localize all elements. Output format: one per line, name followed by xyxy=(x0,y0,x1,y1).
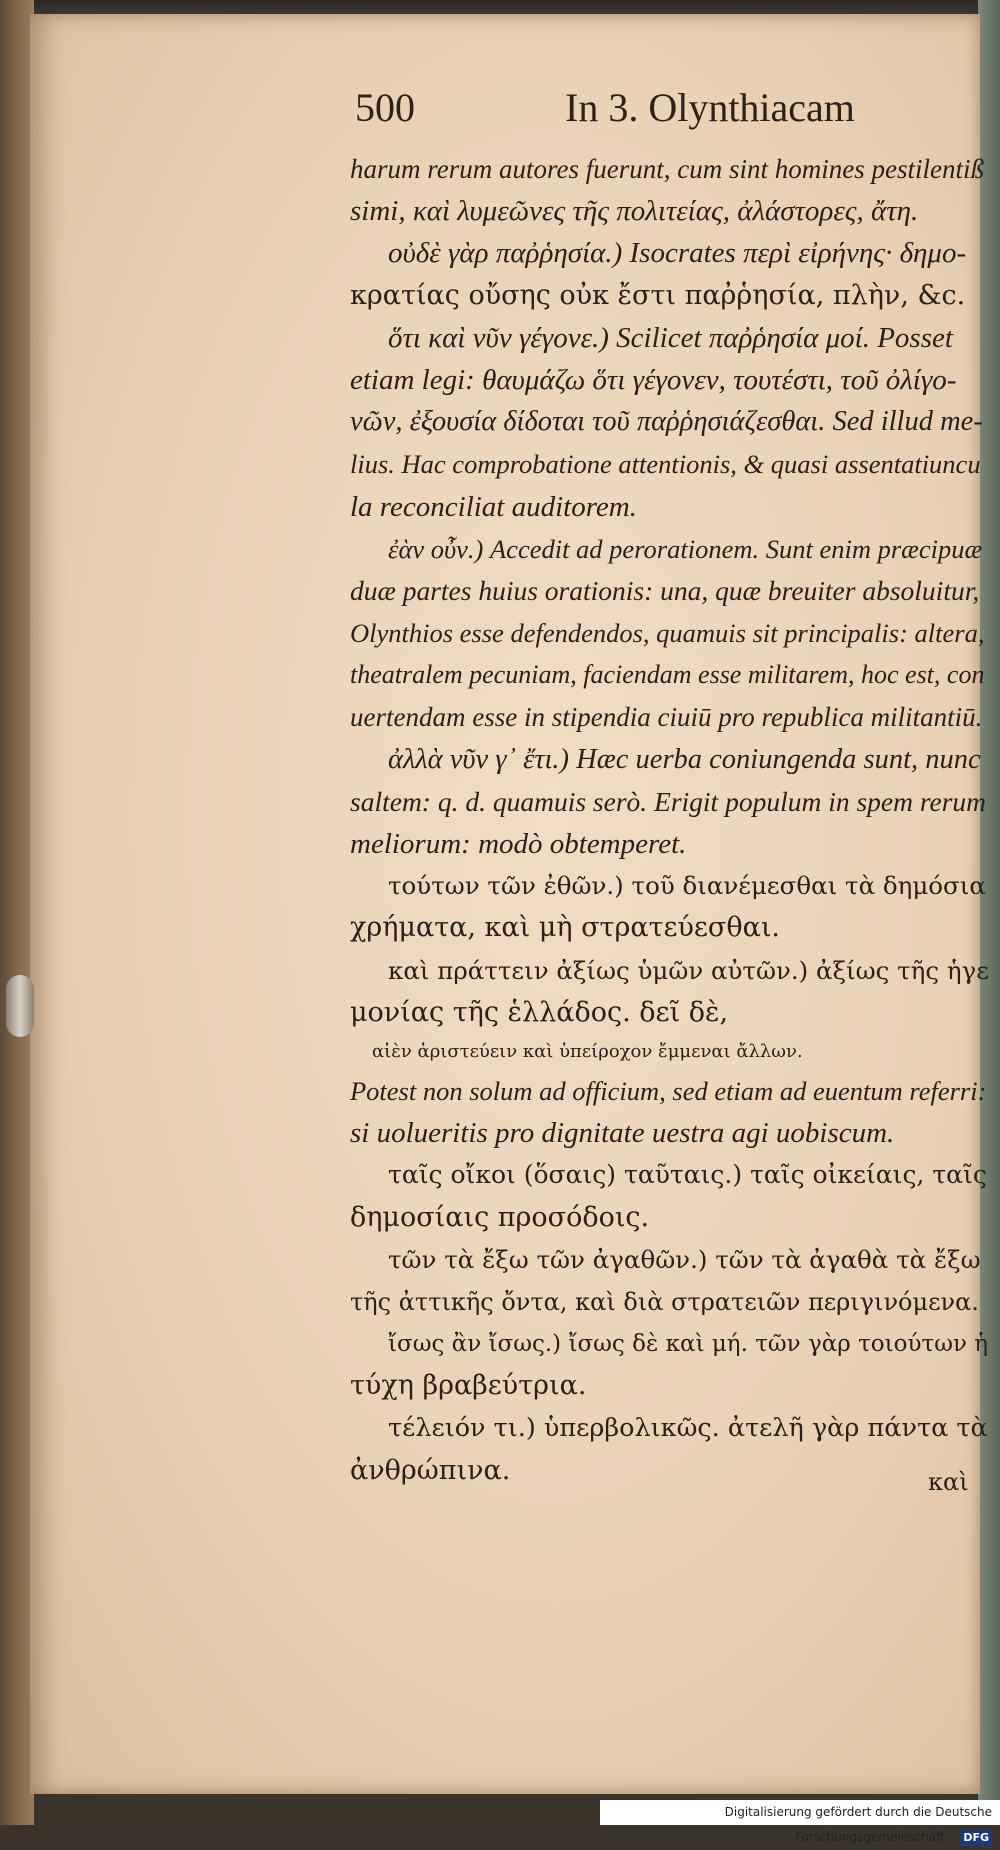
text-line: ταῖς οἴκοι (ὅσαις) ταῦταις.) ταῖς οἰκείαις, ταῖς xyxy=(388,1160,987,1190)
text-line: τέλειόν τι.) ὑπερβολικῶς. ἀτελῆ γὰρ πάντα τὰ xyxy=(388,1413,988,1444)
page-header xyxy=(355,84,895,134)
text-line: meliorum: modò obtemperet. xyxy=(350,828,687,860)
text-line: simi, καὶ λυμεῶνες τῆς πολιτείας, ἀλάστορες, ἄτη. xyxy=(350,195,919,228)
folio-number: 500 xyxy=(355,85,415,130)
text-line: ἴσως ἂν ἴσως.) ἴσως δὲ καὶ μή. τῶν γὰρ τοιούτων ἡ xyxy=(388,1331,989,1358)
text-line: saltem: q. d. quamuis serò. Erigit populum in spem rerum xyxy=(350,785,987,817)
text-line: uertendam esse in stipendia ciuiū pro republica militantiū. xyxy=(350,702,983,733)
running-title: In 3. Olynthiacam xyxy=(565,85,855,130)
book-clasp xyxy=(6,975,34,1037)
body-text xyxy=(350,148,990,1492)
text-line: χρήματα, καὶ μὴ στρατεύεσθαι. xyxy=(350,912,780,944)
text-line: αἰὲν ἀριστεύειν καὶ ὑπείροχον ἔμμεναι ἄλλων. xyxy=(372,1040,803,1062)
text-line: duæ partes huius orationis: una, quæ breuiter absoluitur, xyxy=(350,574,980,606)
text-line: lius. Hac comprobatione attentionis, & quasi assentatiuncu xyxy=(350,449,981,480)
text-line: οὐδὲ γὰρ παῤῥησία.) Isocrates περὶ εἰρήνης· δημο- xyxy=(388,237,967,270)
catchword: καὶ xyxy=(928,1468,969,1496)
text-line: la reconciliat auditorem. xyxy=(350,490,637,523)
text-line: δημοσίαις προσόδοις. xyxy=(350,1201,650,1233)
text-line: τούτων τῶν ἐθῶν.) τοῦ διανέμεσθαι τὰ δημόσια xyxy=(388,871,986,901)
text-line: si uolueritis pro dignitate uestra agi uobiscum. xyxy=(350,1117,895,1150)
text-line: καὶ πράττειν ἀξίως ὑμῶν αὐτῶν.) ἀξίως τῆς ἡγε xyxy=(388,955,989,985)
text-line: ἀνθρώπινα. xyxy=(350,1454,511,1486)
digitization-credit-bar xyxy=(600,1800,1000,1844)
text-line: τῶν τὰ ἔξω τῶν ἀγαθῶν.) τῶν τὰ ἀγαθὰ τὰ ἔξω xyxy=(388,1244,981,1274)
text-line: μονίας τῆς ἑλλάδος. δεῖ δὲ, xyxy=(350,996,729,1028)
text-line: Olynthios esse defendendos, quamuis sit principalis: altera, xyxy=(350,618,985,649)
text-line: ὅτι καὶ νῦν γέγονε.) Scilicet παῤῥησία μοί. Posset xyxy=(388,321,953,354)
text-line: ἀλλὰ νῦν γ᾽ ἔτι.) Hæc uerba coniungenda sunt, nunc xyxy=(388,743,981,775)
text-line: τῆς ἀττικῆς ὄντα, καὶ διὰ στρατειῶν περιγινόμενα. xyxy=(350,1287,979,1316)
text-line: etiam legi: θαυμάζω ὅτι γέγονεν, τουτέστι, τοῦ ὀλίγο- xyxy=(350,363,957,396)
text-line: ἐὰν οὖν.) Accedit ad perorationem. Sunt enim præcipuæ xyxy=(388,533,983,564)
text-line: τύχη βραβεύτρια. xyxy=(350,1370,587,1402)
text-line: theatralem pecuniam, faciendam esse militarem, hoc est, con xyxy=(350,660,985,690)
text-line: νῶν, ἐξουσία δίδοται τοῦ παῤῥησιάζεσθαι. Sed illud me- xyxy=(350,406,983,438)
dfg-logo: DFG xyxy=(960,1830,992,1846)
text-line: Potest non solum ad officium, sed etiam ad euentum referri: xyxy=(350,1075,987,1106)
text-line: harum rerum autores fuerunt, cum sint homines pestilentiß xyxy=(350,154,984,184)
book-binding xyxy=(0,0,34,1825)
text-line: κρατίας οὔσης οὐκ ἔστι παῤῥησία, πλὴν, &c. xyxy=(350,279,966,311)
digitization-credit: Digitalisierung gefördert durch die Deutsche Forschungsgemeinschaft · xyxy=(724,1805,992,1844)
